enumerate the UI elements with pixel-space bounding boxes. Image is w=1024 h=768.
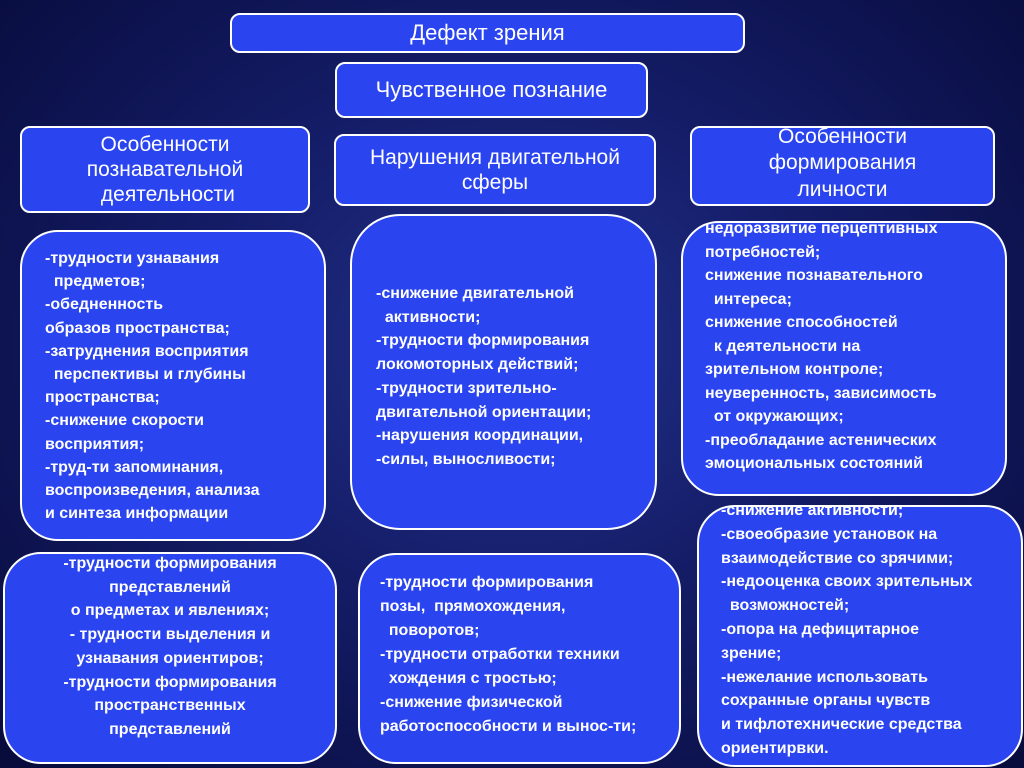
- detail-cognitive-representation-text: -трудности формирования представлений о предметах и явлениях; - трудности выделения и узнавания ориентиров; -трудности формирования пространственных представлений: [63, 555, 277, 738]
- subtitle-box: [335, 62, 648, 118]
- subtitle-text: Чувственное познание: [375, 76, 608, 102]
- detail-personality-needs: [681, 221, 1007, 496]
- detail-personality-attitudes: [697, 505, 1023, 767]
- detail-personality-attitudes-text: -снижение активности; -своеобразие установок на взаимодействие со зрячими; -недооценка своих зрительных возможностей; -опора на дефицитарное зрение; -нежелание использовать сохранные органы чувств и тифлотехнические средства ориентирвки.: [721, 505, 973, 757]
- category-personality-label: Особенности формирования личности: [768, 125, 917, 201]
- detail-motor-activity-text: -снижение двигательной активности; -трудности формирования локомоторных действий; -трудности зрительно- двигательной ориентации; -нарушения координации, -силы, выносливости;: [376, 285, 592, 468]
- category-cognitive: [20, 126, 310, 213]
- category-cognitive-label: Особенности познавательной деятельности: [86, 132, 244, 207]
- title-box: [230, 13, 745, 53]
- detail-cognitive-representation: [3, 552, 337, 764]
- detail-cognitive-perception: [20, 230, 326, 541]
- category-motor-label: Нарушения двигательной сферы: [370, 145, 620, 194]
- category-motor: [334, 134, 656, 206]
- detail-motor-posture: [358, 553, 681, 764]
- title-text: Дефект зрения: [410, 19, 565, 45]
- detail-cognitive-perception-text: -трудности узнавания предметов; -обедненность образов пространства; -затруднения восприятия перспективы и глубины пространства; -снижение скорости восприятия; -труд-ти запоминания, воспроизведения, анализа и синтеза информации: [45, 250, 260, 523]
- category-personality: [690, 126, 995, 206]
- detail-personality-needs-text: недоразвитие перцептивных потребностей; снижение познавательного интереса; снижение способностей к деятельности на зрительном контроле; неуверенность, зависимость от окружающих; -преобладание астенических эмоциональных состояний: [705, 220, 938, 472]
- detail-motor-activity: [350, 214, 657, 530]
- detail-motor-posture-text: -трудности формирования позы, прямохождения, поворотов; -трудности отработки техники хождения с тростью; -снижение физической работоспособности и вынос-ти;: [380, 574, 637, 735]
